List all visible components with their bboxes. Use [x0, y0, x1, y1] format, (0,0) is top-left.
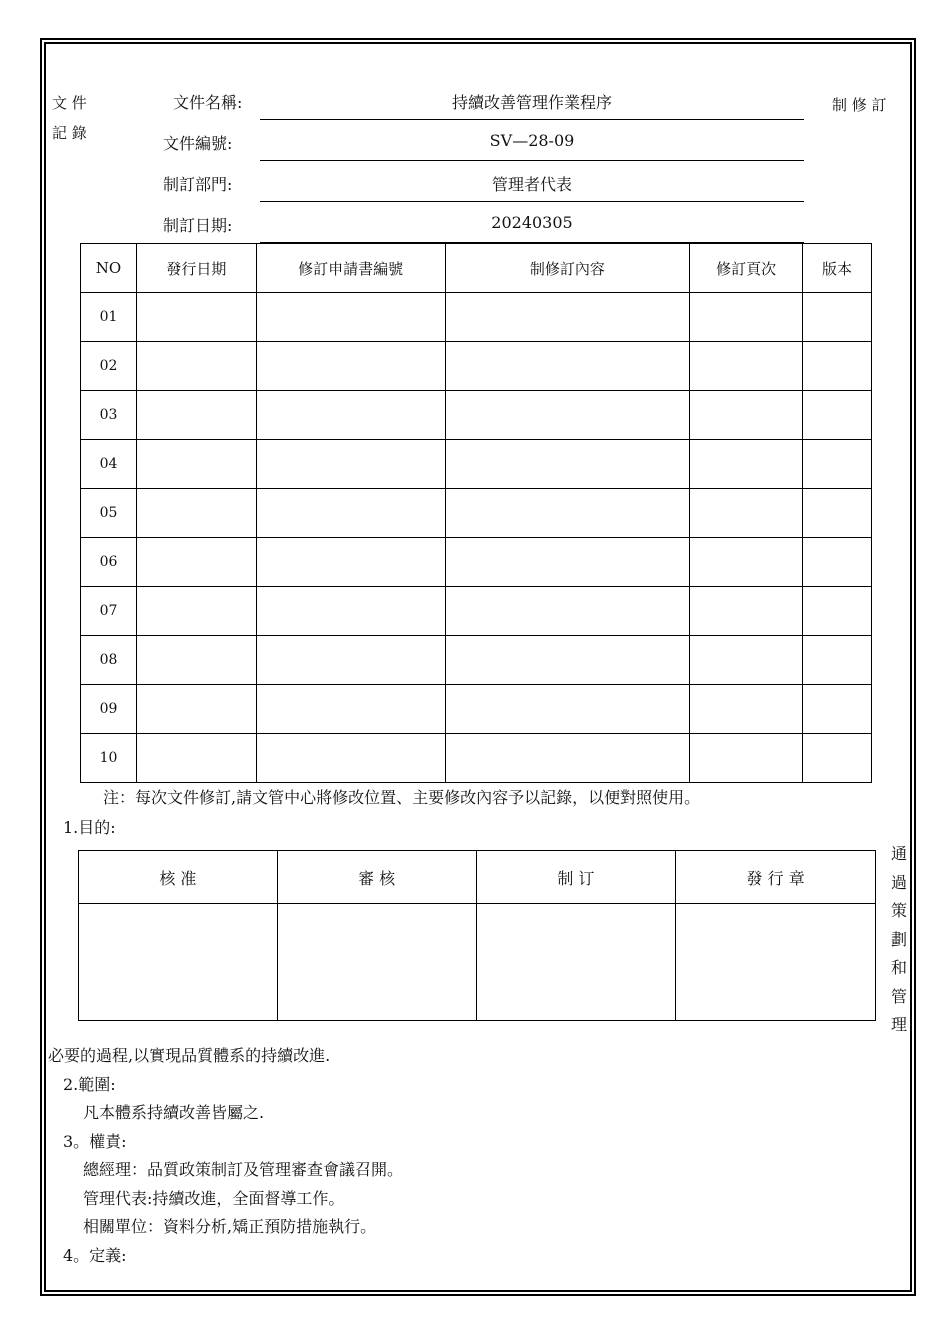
cell — [256, 636, 445, 685]
cell — [690, 538, 803, 587]
cell — [256, 342, 445, 391]
vertical-char: 劃 — [890, 929, 907, 949]
cell — [690, 587, 803, 636]
cell — [136, 489, 256, 538]
approval-signature-row — [79, 904, 876, 1021]
cell — [690, 685, 803, 734]
approval-header-review: 審 核 — [277, 851, 476, 904]
approval-header-prepare: 制 订 — [476, 851, 676, 904]
vertical-char: 通 — [890, 844, 907, 863]
signature-cell — [676, 904, 876, 1021]
cell — [803, 391, 872, 440]
field-underline — [260, 160, 804, 161]
revision-table — [80, 243, 872, 783]
cell — [256, 293, 445, 342]
row-number: 04 — [81, 440, 137, 489]
row-number: 06 — [81, 538, 137, 587]
col-header-content: 制修訂內容 — [445, 244, 690, 293]
table-row — [81, 342, 872, 391]
col-header-version: 版本 — [803, 244, 872, 293]
cell — [136, 391, 256, 440]
table-row — [81, 293, 872, 342]
dept-value: 管理者代表 — [491, 175, 572, 194]
table-row — [81, 685, 872, 734]
table-row — [81, 440, 872, 489]
table-row — [81, 636, 872, 685]
vertical-char: 管 — [890, 986, 907, 1006]
signature-cell — [79, 904, 278, 1021]
cell — [136, 538, 256, 587]
date-label: 制訂日期: — [163, 216, 233, 235]
cell — [256, 440, 445, 489]
cell — [136, 734, 256, 783]
cell — [690, 440, 803, 489]
cell — [445, 391, 690, 440]
field-underline — [260, 119, 804, 120]
approval-header-issue-stamp: 發 行 章 — [676, 851, 876, 904]
row-number: 02 — [81, 342, 137, 391]
revision-note: 注：每次文件修訂,請文管中心將修改位置、主要修改內容予以記錄，以便對照使用。 — [103, 788, 701, 807]
row-number: 10 — [81, 734, 137, 783]
doc-name-label: 文件名稱: — [173, 93, 243, 112]
cell — [803, 440, 872, 489]
row-number: 01 — [81, 293, 137, 342]
row-number: 07 — [81, 587, 137, 636]
table-header-row — [81, 244, 872, 293]
approval-header-approve: 核 准 — [79, 851, 278, 904]
cell — [690, 391, 803, 440]
table-row — [81, 489, 872, 538]
vertical-char: 和 — [890, 958, 907, 977]
cell — [690, 734, 803, 783]
row-number: 08 — [81, 636, 137, 685]
cell — [690, 636, 803, 685]
vertical-char: 策 — [890, 901, 907, 920]
cell — [136, 685, 256, 734]
purpose-text: 必要的過程,以實現品質體系的持續改進. — [48, 1046, 331, 1065]
col-header-no: NO — [81, 244, 137, 293]
cell — [803, 538, 872, 587]
cell — [803, 293, 872, 342]
cell — [445, 685, 690, 734]
cell — [803, 489, 872, 538]
vertical-char: 理 — [890, 1015, 907, 1034]
cell — [256, 587, 445, 636]
cell — [803, 636, 872, 685]
cell — [690, 293, 803, 342]
dept-label: 制訂部門: — [163, 175, 233, 194]
row-number: 03 — [81, 391, 137, 440]
col-header-request-no: 修訂申請書編號 — [256, 244, 445, 293]
col-header-issue-date: 發行日期 — [136, 244, 256, 293]
doc-record-label-2: 記 錄 — [52, 124, 87, 142]
cell — [690, 489, 803, 538]
cell — [445, 489, 690, 538]
cell — [445, 440, 690, 489]
cell — [803, 587, 872, 636]
approval-header-row — [79, 851, 876, 904]
cell — [136, 440, 256, 489]
revision-label: 制 修 訂 — [832, 96, 887, 114]
signature-cell — [476, 904, 676, 1021]
table-row — [81, 538, 872, 587]
cell — [256, 391, 445, 440]
date-value: 20240305 — [491, 213, 573, 232]
section-2-title: 2.範圍: — [63, 1075, 116, 1094]
approval-table — [78, 850, 876, 1021]
responsibility-mr: 管理代表:持續改進，全面督導工作。 — [83, 1189, 345, 1208]
table-row — [81, 734, 872, 783]
cell — [803, 342, 872, 391]
cell — [256, 489, 445, 538]
vertical-char: 過 — [890, 872, 907, 892]
col-header-pages: 修訂頁次 — [690, 244, 803, 293]
cell — [445, 342, 690, 391]
section-1-title: 1.目的: — [63, 818, 116, 837]
field-underline — [260, 201, 804, 202]
doc-number-label: 文件編號: — [163, 134, 233, 153]
row-number: 05 — [81, 489, 137, 538]
cell — [256, 538, 445, 587]
vertical-purpose-text — [889, 840, 909, 1040]
signature-cell — [277, 904, 476, 1021]
cell — [136, 342, 256, 391]
scope-text: 凡本體系持續改善皆屬之. — [83, 1103, 265, 1122]
cell — [136, 293, 256, 342]
cell — [256, 685, 445, 734]
cell — [803, 734, 872, 783]
responsibility-units: 相關單位：資料分析,矯正預防措施執行。 — [83, 1217, 377, 1236]
row-number: 09 — [81, 685, 137, 734]
section-3-title: 3。權責: — [63, 1132, 127, 1151]
doc-record-label-1: 文 件 — [52, 94, 87, 112]
cell — [136, 587, 256, 636]
table-row — [81, 391, 872, 440]
responsibility-gm: 總經理：品質政策制訂及管理審查會議召開。 — [83, 1160, 404, 1179]
cell — [445, 636, 690, 685]
cell — [690, 342, 803, 391]
cell — [803, 685, 872, 734]
cell — [445, 734, 690, 783]
doc-number-value: SV—28-09 — [489, 131, 575, 150]
cell — [445, 587, 690, 636]
table-row — [81, 587, 872, 636]
doc-name-value: 持續改善管理作業程序 — [451, 93, 612, 112]
cell — [445, 293, 690, 342]
section-4-title: 4。定義: — [63, 1246, 127, 1265]
cell — [445, 538, 690, 587]
cell — [136, 636, 256, 685]
cell — [256, 734, 445, 783]
